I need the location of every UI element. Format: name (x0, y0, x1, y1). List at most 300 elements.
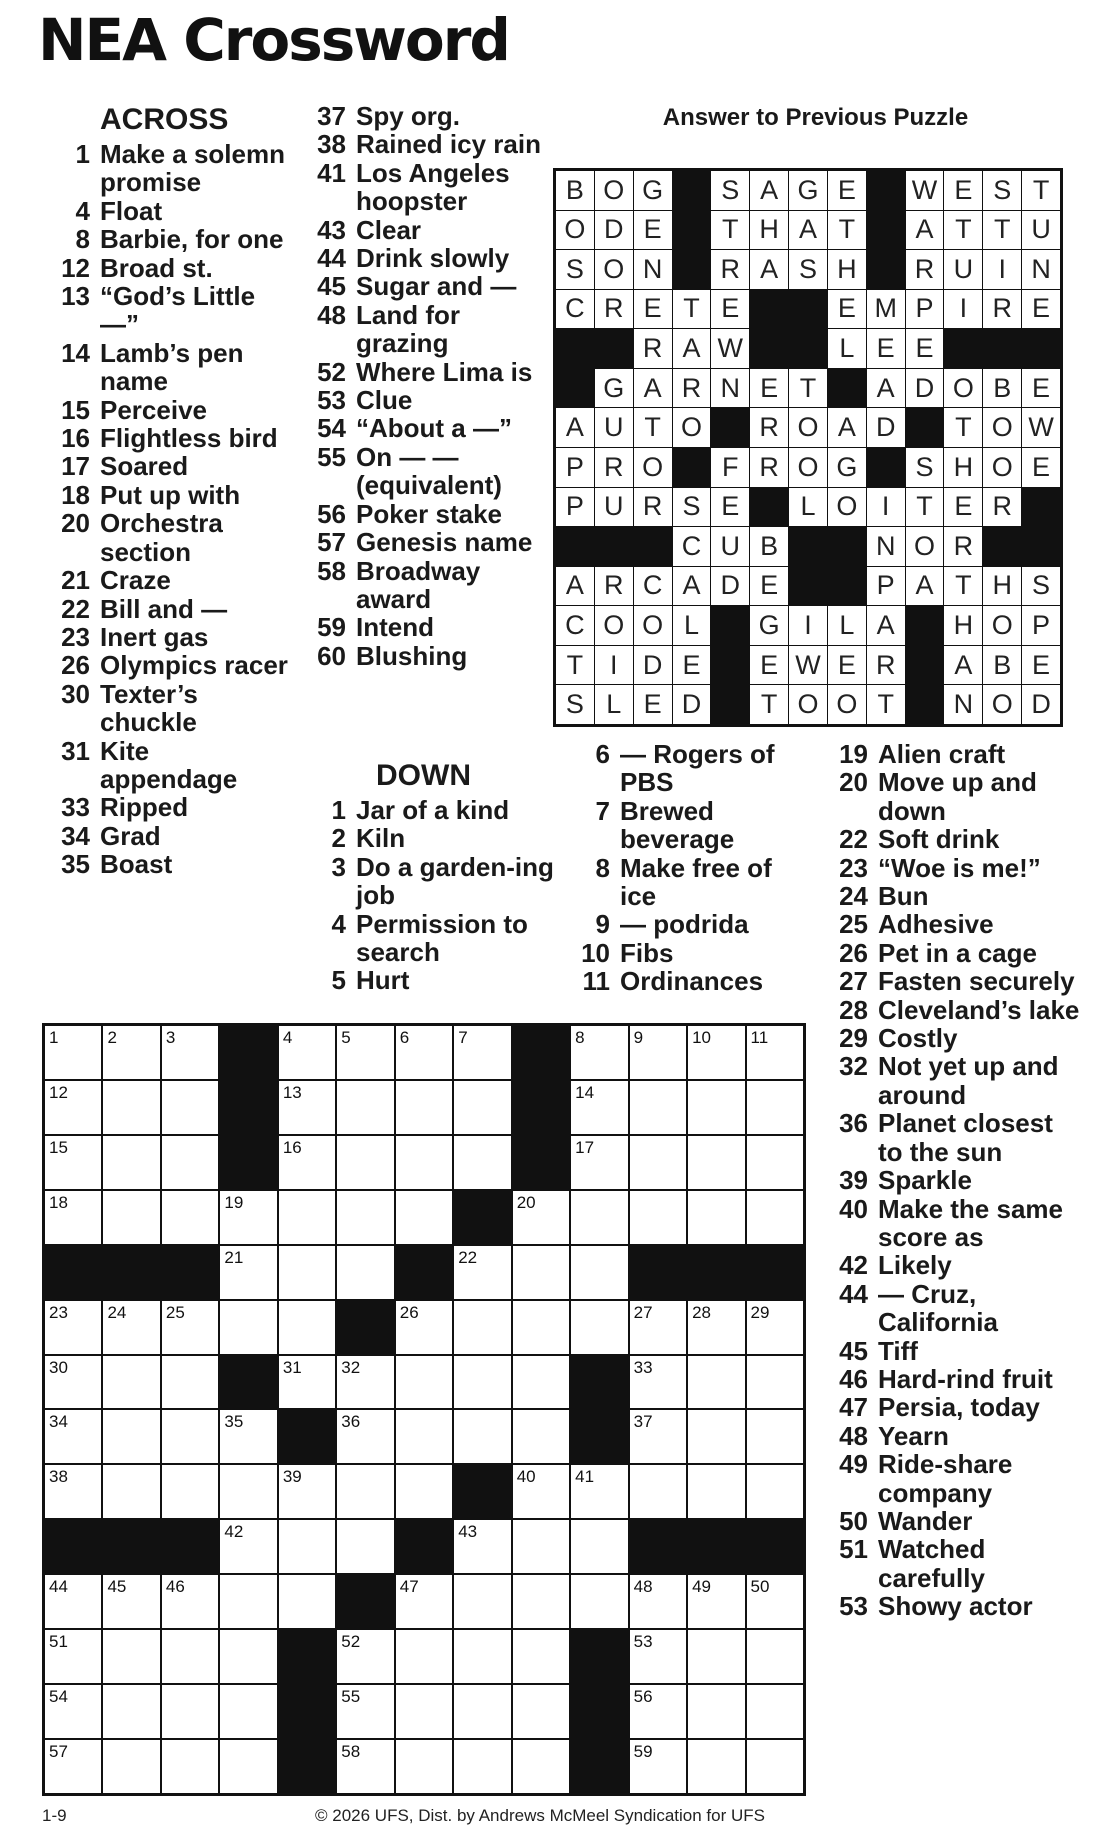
clue-item (308, 557, 556, 614)
grid-cell[interactable] (396, 1301, 452, 1354)
grid-cell[interactable] (630, 1081, 686, 1134)
answer-black-square (711, 408, 749, 447)
clue-item (830, 910, 1080, 938)
grid-cell[interactable] (747, 1026, 803, 1079)
clue-item (830, 996, 1080, 1024)
clue-number: 51 (839, 1534, 868, 1565)
grid-cell[interactable] (454, 1301, 510, 1354)
clue-text: Soft drink (878, 824, 1000, 855)
grid-cell[interactable] (688, 1575, 744, 1628)
grid-cell[interactable] (396, 1356, 452, 1409)
answer-letter-cell: R (983, 488, 1021, 527)
grid-cell[interactable] (220, 1410, 276, 1463)
clue-number: 48 (317, 299, 346, 330)
answer-letter-cell: A (789, 211, 827, 250)
grid-cell[interactable] (337, 1026, 393, 1079)
grid-cell[interactable] (630, 1356, 686, 1409)
grid-cell[interactable] (454, 1026, 510, 1079)
down-clues-column-3 (830, 740, 1080, 1621)
grid-cell[interactable] (220, 1740, 276, 1793)
grid-cell[interactable] (162, 1301, 218, 1354)
grid-cell[interactable] (454, 1246, 510, 1299)
grid-cell-number: 47 (399, 1577, 419, 1597)
clue-text: Craze (100, 565, 171, 596)
answer-letter-cell: E (1022, 290, 1060, 329)
answer-letter-cell: S (556, 250, 594, 289)
answer-letter-cell: R (673, 369, 711, 408)
grid-cell[interactable] (337, 1246, 393, 1299)
grid-cell[interactable] (279, 1575, 335, 1628)
grid-cell[interactable] (688, 1410, 744, 1463)
grid-cell[interactable] (688, 1026, 744, 1079)
answer-letter-cell: G (634, 171, 672, 210)
clue-item (52, 197, 292, 225)
grid-cell[interactable] (396, 1575, 452, 1628)
answer-letter-cell: O (634, 606, 672, 645)
grid-cell[interactable] (220, 1191, 276, 1244)
grid-cell[interactable] (630, 1136, 686, 1189)
grid-cell[interactable] (747, 1356, 803, 1409)
clue-text: Rained icy rain (356, 129, 541, 160)
grid-cell[interactable] (688, 1630, 744, 1683)
grid-cell[interactable] (45, 1575, 101, 1628)
answer-letter-cell: R (983, 290, 1021, 329)
grid-cell[interactable] (454, 1685, 510, 1738)
clue-number: 21 (61, 565, 90, 596)
grid-cell-number: 46 (165, 1577, 185, 1597)
grid-cell[interactable] (45, 1136, 101, 1189)
clue-text: Pet in a cage (878, 937, 1037, 968)
clue-item (572, 797, 812, 854)
answer-letter-cell: E (750, 567, 788, 606)
grid-cell[interactable] (513, 1575, 569, 1628)
grid-cell[interactable] (103, 1685, 159, 1738)
clue-text: Spy org. (356, 101, 461, 131)
grid-cell[interactable] (103, 1191, 159, 1244)
grid-cell[interactable] (220, 1685, 276, 1738)
grid-cell[interactable] (162, 1191, 218, 1244)
clue-number: 4 (331, 908, 346, 939)
clue-number: 44 (839, 1278, 868, 1309)
grid-cell[interactable] (747, 1410, 803, 1463)
answer-black-square (906, 408, 944, 447)
clue-item (308, 301, 556, 358)
grid-cell[interactable] (688, 1685, 744, 1738)
answer-black-square (673, 250, 711, 289)
grid-cell[interactable] (513, 1740, 569, 1793)
grid-cell[interactable] (454, 1410, 510, 1463)
grid-cell-number: 40 (516, 1467, 536, 1487)
grid-cell[interactable] (162, 1465, 218, 1518)
answer-letter-cell: E (634, 290, 672, 329)
grid-cell[interactable] (337, 1356, 393, 1409)
grid-cell[interactable] (396, 1081, 452, 1134)
answer-letter-cell: D (595, 211, 633, 250)
grid-cell[interactable] (103, 1465, 159, 1518)
answer-letter-cell: U (1022, 211, 1060, 250)
answer-letter-cell: O (789, 685, 827, 724)
clue-number: 18 (61, 479, 90, 510)
answer-black-square (906, 646, 944, 685)
grid-cell[interactable] (571, 1081, 627, 1134)
grid-cell[interactable] (45, 1356, 101, 1409)
clue-text: Inert gas (100, 621, 209, 652)
grid-cell[interactable] (103, 1356, 159, 1409)
grid-cell[interactable] (513, 1246, 569, 1299)
grid-black-square (513, 1081, 569, 1134)
grid-black-square (220, 1026, 276, 1079)
answer-black-square (944, 329, 982, 368)
grid-cell[interactable] (396, 1630, 452, 1683)
grid-cell[interactable] (103, 1081, 159, 1134)
answer-letter-cell: E (673, 646, 711, 685)
grid-cell[interactable] (513, 1465, 569, 1518)
clue-number: 55 (317, 441, 346, 472)
clue-text: Soared (100, 451, 189, 482)
answer-letter-cell: E (1022, 646, 1060, 685)
grid-cell[interactable] (45, 1026, 101, 1079)
clue-text: Alien craft (878, 739, 1006, 769)
grid-black-square (220, 1356, 276, 1409)
grid-cell-number: 52 (341, 1632, 361, 1652)
grid-cell[interactable] (513, 1685, 569, 1738)
grid-cell[interactable] (337, 1520, 393, 1573)
grid-cell[interactable] (162, 1685, 218, 1738)
grid-cell[interactable] (396, 1410, 452, 1463)
clue-text: Float (100, 195, 163, 226)
grid-cell-number: 53 (633, 1632, 653, 1652)
grid-cell[interactable] (688, 1136, 744, 1189)
grid-cell-number: 55 (341, 1687, 361, 1707)
clue-number: 20 (61, 508, 90, 539)
answer-black-square (828, 567, 866, 606)
answer-letter-cell: T (906, 488, 944, 527)
grid-cell[interactable] (571, 1520, 627, 1573)
clue-text: Fibs (620, 937, 674, 968)
grid-cell[interactable] (220, 1630, 276, 1683)
grid-cell[interactable] (513, 1356, 569, 1409)
grid-cell[interactable] (630, 1740, 686, 1793)
clue-item (572, 854, 812, 911)
clue-text: Wander (878, 1505, 973, 1536)
grid-cell[interactable] (747, 1191, 803, 1244)
answer-letter-cell: E (944, 488, 982, 527)
clue-text: Kiln (356, 823, 406, 854)
clue-number: 23 (839, 852, 868, 883)
grid-cell[interactable] (396, 1026, 452, 1079)
answer-letter-cell: B (983, 646, 1021, 685)
grid-cell[interactable] (162, 1081, 218, 1134)
grid-cell[interactable] (747, 1136, 803, 1189)
clue-text: “God’s Little —” (100, 281, 256, 340)
grid-cell[interactable] (279, 1356, 335, 1409)
answer-black-square (556, 527, 594, 566)
grid-cell[interactable] (454, 1630, 510, 1683)
grid-cell[interactable] (103, 1410, 159, 1463)
grid-cell[interactable] (162, 1026, 218, 1079)
clue-number: 24 (839, 881, 868, 912)
grid-cell-number: 44 (49, 1577, 68, 1597)
answer-letter-cell: C (556, 606, 594, 645)
clue-number: 49 (839, 1449, 868, 1480)
clue-number: 56 (317, 498, 346, 529)
grid-cell[interactable] (630, 1301, 686, 1354)
grid-cell[interactable] (454, 1081, 510, 1134)
grid-cell[interactable] (454, 1136, 510, 1189)
answer-black-square (1022, 527, 1060, 566)
answer-letter-cell: U (595, 408, 633, 447)
grid-cell[interactable] (162, 1356, 218, 1409)
grid-cell[interactable] (337, 1685, 393, 1738)
grid-black-square (396, 1520, 452, 1573)
grid-cell[interactable] (747, 1575, 803, 1628)
grid-black-square (630, 1246, 686, 1299)
grid-cell[interactable] (103, 1630, 159, 1683)
grid-cell[interactable] (337, 1136, 393, 1189)
clue-text: Planet closest to the sun (878, 1108, 1053, 1167)
clue-number: 32 (839, 1051, 868, 1082)
grid-cell-number: 26 (399, 1302, 419, 1322)
grid-cell[interactable] (454, 1575, 510, 1628)
grid-cell[interactable] (337, 1191, 393, 1244)
clue-item (52, 396, 292, 424)
grid-cell[interactable] (571, 1136, 627, 1189)
clue-text: Blushing (356, 640, 468, 671)
grid-cell[interactable] (396, 1685, 452, 1738)
clue-item (830, 854, 1080, 882)
grid-cell[interactable] (103, 1026, 159, 1079)
clue-text: On — — (equivalent) (356, 441, 502, 501)
clue-item (830, 1337, 1080, 1365)
grid-cell-number: 22 (458, 1247, 478, 1267)
grid-cell[interactable] (747, 1301, 803, 1354)
grid-cell-number: 50 (750, 1577, 770, 1597)
clue-number: 1 (331, 795, 346, 825)
grid-cell[interactable] (279, 1246, 335, 1299)
grid-cell[interactable] (396, 1465, 452, 1518)
grid-cell[interactable] (747, 1740, 803, 1793)
answer-black-square (750, 290, 788, 329)
grid-cell[interactable] (279, 1520, 335, 1573)
clue-number: 47 (839, 1392, 868, 1423)
grid-cell[interactable] (162, 1410, 218, 1463)
grid-cell[interactable] (630, 1465, 686, 1518)
grid-cell[interactable] (337, 1081, 393, 1134)
clue-text: Sparkle (878, 1165, 972, 1196)
grid-cell[interactable] (513, 1630, 569, 1683)
grid-cell[interactable] (162, 1740, 218, 1793)
grid-cell[interactable] (513, 1410, 569, 1463)
clue-item (308, 824, 556, 852)
grid-cell[interactable] (162, 1630, 218, 1683)
grid-cell[interactable] (513, 1520, 569, 1573)
grid-cell-number: 9 (633, 1028, 644, 1047)
clue-item (830, 1280, 1080, 1337)
grid-cell[interactable] (513, 1301, 569, 1354)
grid-cell[interactable] (396, 1136, 452, 1189)
clue-text: Fasten securely (878, 966, 1075, 997)
grid-cell[interactable] (45, 1465, 101, 1518)
grid-cell[interactable] (279, 1301, 335, 1354)
grid-cell[interactable] (688, 1465, 744, 1518)
grid-cell[interactable] (513, 1191, 569, 1244)
answer-letter-cell: W (906, 171, 944, 210)
grid-cell[interactable] (454, 1740, 510, 1793)
clue-item (572, 939, 812, 967)
clue-item (308, 272, 556, 300)
grid-cell[interactable] (454, 1520, 510, 1573)
answer-letter-cell: S (906, 448, 944, 487)
answer-letter-cell: H (944, 448, 982, 487)
grid-cell[interactable] (337, 1740, 393, 1793)
grid-cell[interactable] (220, 1301, 276, 1354)
answer-letter-cell: E (867, 329, 905, 368)
clue-item (308, 528, 556, 556)
grid-cell-number: 49 (692, 1577, 711, 1597)
grid-cell[interactable] (45, 1191, 101, 1244)
grid-cell[interactable] (45, 1685, 101, 1738)
grid-cell[interactable] (747, 1465, 803, 1518)
grid-cell[interactable] (279, 1191, 335, 1244)
grid-cell-number: 14 (575, 1082, 595, 1102)
grid-cell[interactable] (630, 1575, 686, 1628)
grid-cell-number: 11 (750, 1028, 769, 1047)
grid-cell[interactable] (571, 1026, 627, 1079)
clue-item (830, 1393, 1080, 1421)
clue-text: Where Lima is (356, 356, 533, 387)
grid-cell[interactable] (571, 1301, 627, 1354)
answer-letter-cell: O (983, 606, 1021, 645)
answer-letter-cell: S (983, 171, 1021, 210)
grid-cell-number: 57 (49, 1742, 68, 1762)
grid-cell[interactable] (337, 1465, 393, 1518)
grid-cell-number: 17 (575, 1137, 595, 1157)
clue-text: Do a garden-ing job (356, 851, 554, 911)
clue-item (308, 796, 556, 824)
answer-letter-cell: A (673, 567, 711, 606)
grid-cell[interactable] (162, 1575, 218, 1628)
grid-cell-number: 10 (692, 1028, 711, 1047)
grid-cell[interactable] (279, 1026, 335, 1079)
grid-cell[interactable] (747, 1630, 803, 1683)
grid-cell[interactable] (279, 1081, 335, 1134)
answer-letter-cell: O (789, 448, 827, 487)
grid-cell[interactable] (337, 1410, 393, 1463)
grid-cell[interactable] (103, 1575, 159, 1628)
grid-black-square (571, 1740, 627, 1793)
clue-number: 1 (75, 139, 90, 169)
clue-item (52, 481, 292, 509)
answer-letter-cell: T (828, 211, 866, 250)
grid-cell-number: 8 (575, 1028, 585, 1047)
grid-cell[interactable] (454, 1356, 510, 1409)
clue-number: 23 (61, 621, 90, 652)
answer-black-square (867, 171, 905, 210)
answer-black-square (867, 250, 905, 289)
grid-cell[interactable] (45, 1630, 101, 1683)
grid-cell[interactable] (220, 1465, 276, 1518)
clue-item (308, 216, 556, 244)
grid-cell[interactable] (45, 1301, 101, 1354)
grid-cell[interactable] (688, 1081, 744, 1134)
grid-cell[interactable] (630, 1630, 686, 1683)
answer-letter-cell: D (673, 685, 711, 724)
grid-cell[interactable] (396, 1191, 452, 1244)
grid-cell[interactable] (630, 1191, 686, 1244)
grid-cell[interactable] (337, 1630, 393, 1683)
grid-cell[interactable] (747, 1081, 803, 1134)
answer-letter-cell: N (944, 685, 982, 724)
clue-number: 5 (331, 965, 346, 996)
answer-letter-cell: W (789, 646, 827, 685)
clue-number: 22 (61, 593, 90, 624)
clue-text: Put up with (100, 479, 241, 510)
answer-letter-cell: A (556, 408, 594, 447)
grid-cell[interactable] (571, 1246, 627, 1299)
answer-letter-cell: N (867, 527, 905, 566)
grid-cell[interactable] (103, 1740, 159, 1793)
grid-cell[interactable] (279, 1465, 335, 1518)
answer-letter-cell: E (944, 171, 982, 210)
clue-text: Boast (100, 849, 173, 880)
grid-black-square (220, 1136, 276, 1189)
answer-letter-cell: O (789, 408, 827, 447)
grid-cell[interactable] (630, 1410, 686, 1463)
grid-cell[interactable] (103, 1136, 159, 1189)
grid-cell[interactable] (630, 1685, 686, 1738)
grid-cell[interactable] (630, 1026, 686, 1079)
answer-letter-cell: R (711, 250, 749, 289)
grid-cell[interactable] (688, 1191, 744, 1244)
clue-number: 10 (581, 937, 610, 968)
grid-cell-number: 18 (49, 1192, 68, 1212)
clue-text: Permission to search (356, 908, 528, 968)
grid-cell[interactable] (688, 1356, 744, 1409)
answer-letter-cell: R (867, 646, 905, 685)
grid-cell[interactable] (45, 1081, 101, 1134)
grid-cell[interactable] (162, 1136, 218, 1189)
clue-item (52, 282, 292, 339)
grid-cell[interactable] (571, 1465, 627, 1518)
grid-cell[interactable] (747, 1685, 803, 1738)
grid-cell[interactable] (571, 1191, 627, 1244)
clue-item (830, 1251, 1080, 1279)
grid-cell-number: 29 (750, 1302, 770, 1322)
grid-cell[interactable] (396, 1740, 452, 1793)
answer-black-square (906, 606, 944, 645)
grid-cell[interactable] (220, 1575, 276, 1628)
grid-cell-number: 6 (399, 1028, 410, 1047)
clue-item (572, 910, 812, 938)
answer-black-square (750, 329, 788, 368)
grid-cell[interactable] (220, 1246, 276, 1299)
grid-cell[interactable] (45, 1740, 101, 1793)
grid-cell[interactable] (279, 1136, 335, 1189)
clue-text: Make a solemn promise (100, 139, 285, 198)
grid-cell[interactable] (103, 1301, 159, 1354)
grid-cell[interactable] (220, 1520, 276, 1573)
grid-cell[interactable] (45, 1410, 101, 1463)
grid-cell[interactable] (688, 1301, 744, 1354)
answer-letter-cell: B (983, 369, 1021, 408)
answer-letter-cell: I (867, 488, 905, 527)
clue-number: 16 (61, 423, 90, 454)
grid-cell[interactable] (571, 1575, 627, 1628)
grid-cell-number: 51 (49, 1632, 68, 1652)
answer-letter-cell: A (867, 369, 905, 408)
grid-cell[interactable] (688, 1740, 744, 1793)
answer-letter-cell: B (750, 527, 788, 566)
